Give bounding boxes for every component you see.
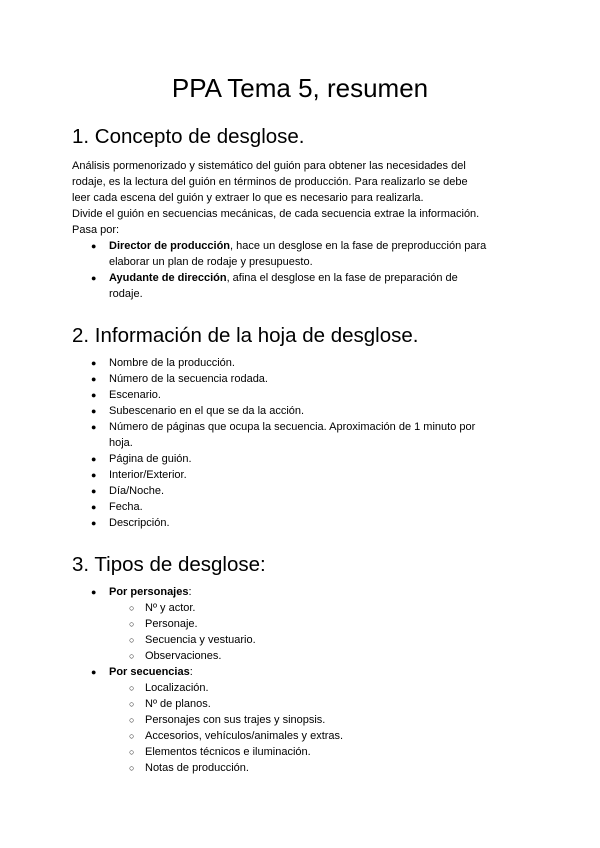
bullet-icon: ●	[91, 470, 97, 480]
circle-bullet-icon: ○	[129, 619, 135, 629]
bullet-icon: ●	[91, 518, 97, 528]
list-item	[72, 387, 532, 403]
bullet-icon: ●	[91, 587, 97, 597]
sublist	[109, 680, 532, 776]
paragraph-line: leer cada escena del guión y extraer lo que es necesario para realizarla.	[72, 192, 424, 204]
paragraph-line: Divide el guión en secuencias mecánicas, de cada secuencia extrae la información.	[72, 208, 480, 220]
circle-bullet-icon: ○	[129, 635, 135, 645]
paragraph-line: rodaje, es la lectura del guión en términos de producción. Para realizarlo se debe	[72, 176, 468, 188]
item-text: Personajes con sus trajes y sinopsis.	[145, 714, 326, 726]
item-text: , afina el desglose en la fase de preparación de	[226, 272, 458, 284]
item-text-continued: rodaje.	[109, 288, 143, 300]
item-text-continued: elaborar un plan de rodaje y presupuesto.	[109, 256, 313, 268]
item-text: Número de la secuencia rodada.	[109, 373, 268, 385]
item-text: Fecha.	[109, 501, 143, 513]
bullet-icon: ●	[91, 454, 97, 464]
list-item	[72, 515, 532, 531]
list-item	[72, 238, 532, 270]
sublist-item	[109, 680, 532, 696]
group-label: Por secuencias	[109, 666, 190, 678]
bullet-icon: ●	[91, 241, 97, 251]
item-text: Interior/Exterior.	[109, 469, 187, 481]
item-text: Página de guión.	[109, 453, 192, 465]
section-1-paragraph	[72, 158, 532, 238]
bullet-icon: ●	[91, 667, 97, 677]
bullet-icon: ●	[91, 273, 97, 283]
section-1-list	[72, 238, 532, 302]
item-text-continued: hoja.	[109, 437, 133, 449]
list-item	[72, 371, 532, 387]
list-item	[72, 467, 532, 483]
circle-bullet-icon: ○	[129, 747, 135, 757]
list-item	[72, 270, 532, 302]
sublist	[109, 600, 532, 664]
sublist-item	[109, 712, 532, 728]
bullet-icon: ●	[91, 422, 97, 432]
section-2-heading: 2. Información de la hoja de desglose.	[72, 324, 419, 347]
circle-bullet-icon: ○	[129, 683, 135, 693]
item-text: Número de páginas que ocupa la secuencia. Aproximación de 1 minuto por	[109, 421, 476, 433]
sublist-item	[109, 744, 532, 760]
item-text: Nº de planos.	[145, 698, 211, 710]
item-text: Elementos técnicos e iluminación.	[145, 746, 311, 758]
section-2-list	[72, 355, 532, 531]
circle-bullet-icon: ○	[129, 731, 135, 741]
list-item	[72, 355, 532, 371]
circle-bullet-icon: ○	[129, 715, 135, 725]
item-text: Escenario.	[109, 389, 161, 401]
list-item	[72, 483, 532, 499]
item-text: Localización.	[145, 682, 209, 694]
bullet-icon: ●	[91, 406, 97, 416]
bullet-icon: ●	[91, 502, 97, 512]
list-item	[72, 451, 532, 467]
item-text: Secuencia y vestuario.	[145, 634, 256, 646]
paragraph-line: Pasa por:	[72, 224, 120, 236]
sublist-item	[109, 632, 532, 648]
bullet-icon: ●	[91, 390, 97, 400]
circle-bullet-icon: ○	[129, 699, 135, 709]
bullet-icon: ●	[91, 358, 97, 368]
item-text: , hace un desglose en la fase de preproducción para	[230, 240, 487, 252]
group-label-suffix: :	[188, 586, 192, 598]
item-text: Accesorios, vehículos/animales y extras.	[145, 730, 344, 742]
list-item	[72, 419, 532, 451]
item-text: Observaciones.	[145, 650, 222, 662]
bullet-icon: ●	[91, 486, 97, 496]
sublist-item	[109, 728, 532, 744]
item-text: Subescenario en el que se da la acción.	[109, 405, 305, 417]
circle-bullet-icon: ○	[129, 763, 135, 773]
sublist-item	[109, 600, 532, 616]
sublist-item	[109, 760, 532, 776]
item-text: Nombre de la producción.	[109, 357, 235, 369]
item-text: Día/Noche.	[109, 485, 165, 497]
item-text: Personaje.	[145, 618, 198, 630]
sublist-item	[109, 648, 532, 664]
section-3-list	[72, 584, 532, 776]
list-item	[72, 499, 532, 515]
document-title: PPA Tema 5, resumen	[171, 73, 429, 103]
paragraph-line: Análisis pormenorizado y sistemático del guión para obtener las necesidades del	[72, 160, 466, 172]
item-text: Nº y actor.	[145, 602, 196, 614]
bullet-icon: ●	[91, 374, 97, 384]
list-item	[72, 403, 532, 419]
sublist-item	[109, 696, 532, 712]
sublist-item	[109, 616, 532, 632]
circle-bullet-icon: ○	[129, 603, 135, 613]
section-1-heading: 1. Concepto de desglose.	[72, 125, 305, 148]
list-item	[72, 664, 532, 776]
section-3-heading: 3. Tipos de desglose:	[72, 553, 266, 576]
group-label-suffix: :	[189, 666, 193, 678]
list-item	[72, 584, 532, 664]
circle-bullet-icon: ○	[129, 651, 135, 661]
item-bold-label: Ayudante de dirección	[109, 272, 227, 284]
group-label: Por personajes	[109, 586, 189, 598]
item-text: Descripción.	[109, 517, 170, 529]
item-bold-label: Director de producción	[109, 240, 231, 252]
item-text: Notas de producción.	[145, 762, 249, 774]
